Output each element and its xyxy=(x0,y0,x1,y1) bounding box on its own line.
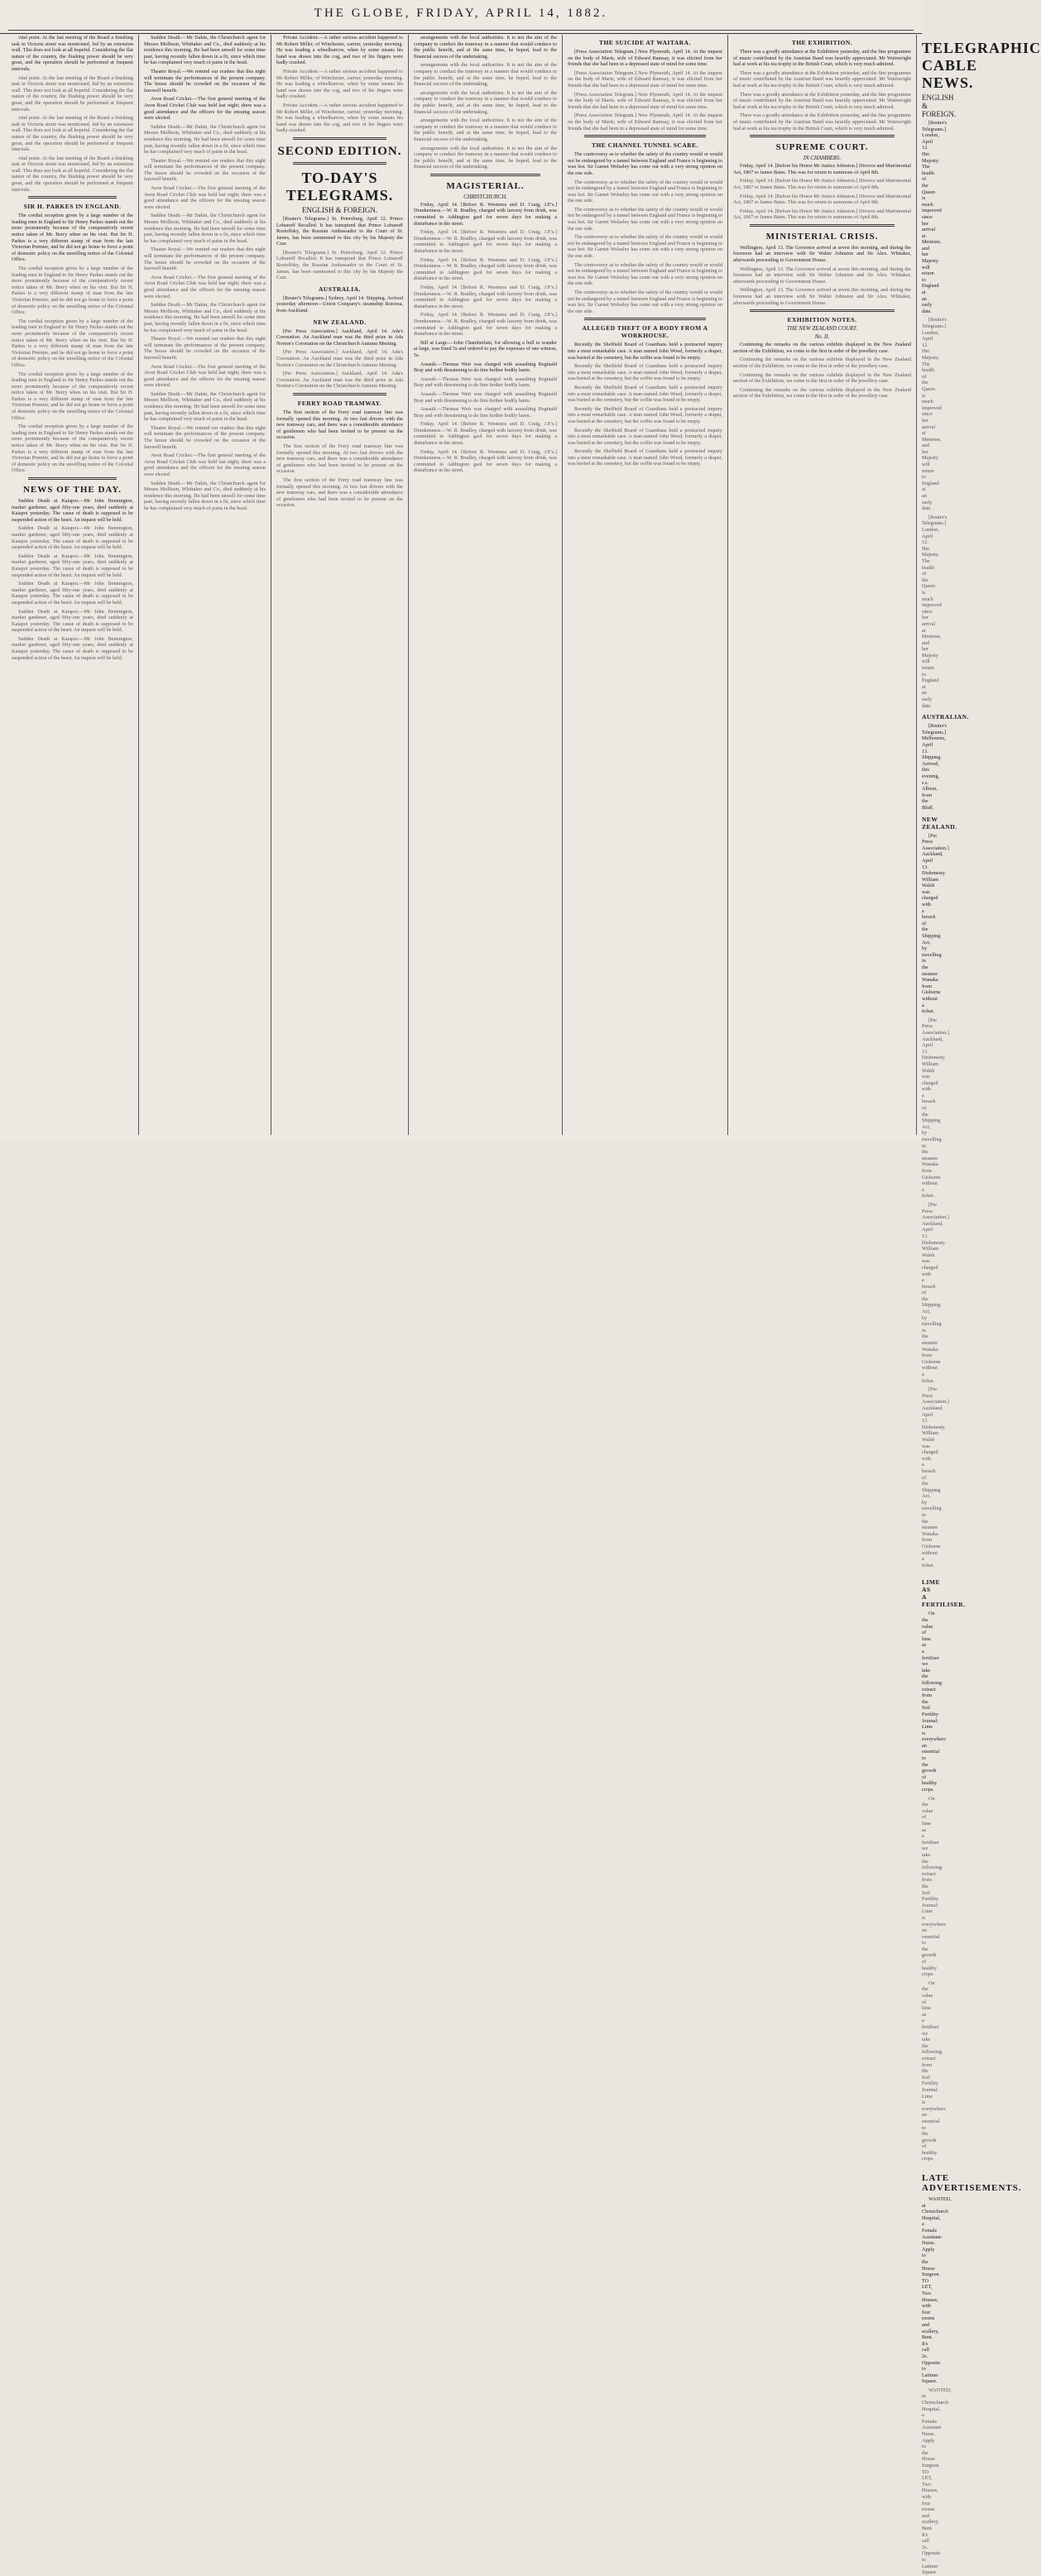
article-paragraph: arrangements with the local authorities. It is not the aim of the company to conduct the tramway in a manner that would conduce to the public benefit, and at the same time, he hoped, lead to the financial success of the undertaking. xyxy=(414,117,557,142)
article-paragraph: Avon Road Cricket.—The first general meeting of the Avon Road Cricket Club was held last night; there was a good attendance and the officers for the ensuing season were elected. xyxy=(144,452,266,477)
article-paragraph: Friday, April 14. [Before his Honor Mr Justice Johnston.] Divorce and Matrimonial Act, 1867 re James Bates. This was for return to summons of April 8th. xyxy=(733,163,911,175)
article-paragraph: Recently the Sheffield Board of Guardians held a protracted inquiry into a most remarkable case. A man named John Wood, formerly a draper, was buried at the cemetery, but the coffin was found to be empty. xyxy=(568,384,722,404)
article-paragraph: Recently the Sheffield Board of Guardians held a protracted inquiry into a most remarkable case. A man named John Wood, formerly a draper, was buried at the cemetery, but the coffin was found to be empty. xyxy=(568,427,722,446)
article-paragraph: Assault.—Thomas Weir was charged with assaulting Reginald Bray and with threatening to do him further bodily harm. xyxy=(414,376,557,389)
article-paragraph: Sudden Death at Kaiapoi.—Mr John Bennington, market gardener, aged fifty-one years, died suddenly at Kaiapoi yesterday. The cause of death is supposed to be suspended action of the heart. An inquest will be held. xyxy=(12,635,133,661)
article-paragraph: Theatre Royal.—We remind our readers that this night will terminate the performances of the present company. The house should be crowded on the occasion of the farewell benefit. xyxy=(144,68,266,93)
column-2 xyxy=(139,35,271,1135)
headline-todays-telegrams: TO-DAY'S TELEGRAMS. xyxy=(285,169,394,203)
headline-channel-tunnel: THE CHANNEL TUNNEL SCARE. xyxy=(591,141,699,150)
article-paragraph: Sudden Death.—Mr Dakin, the Christchurch agent for Messrs Mollison, Whittaker and Co., died suddenly at his residence this morning. He had been unwell for some time past, having recently fallen down in a fit, since which time he has complained very much of pains in the head. xyxy=(144,390,266,423)
article-paragraph: Avon Road Cricket.—The first general meeting of the Avon Road Cricket Club was held last night; there was a good attendance and the officers for the ensuing season were elected. xyxy=(144,96,266,122)
article-paragraph: The controversy as to whether the safety of the country would or would not be endangered by a tunnel between England and France is beginning to wax hot. Sir Garnet Wolseley has come out with a very strong opinion on the one side. xyxy=(568,234,722,260)
article-paragraph: There was a goodly attendance at the Exhibition yesterday, and the fine programme of music contributed by the Austrian Band was heartily appreciated. Mr Wainwright had at work at his tea trophy in the British Court, which is very much admired. xyxy=(733,91,911,110)
article-paragraph: Sudden Death at Kaiapoi.—Mr John Bennington, market gardener, aged fifty-one years, died suddenly at Kaiapoi yesterday. The cause of death is supposed to be suspended action of the heart. An inquest will be held. xyxy=(12,525,133,551)
article-paragraph: [Reuter's Telegrams.] St. Petersburg, April 12. Prince Lobanoff Recalled. It has transpired that Prince Lobanoff Rostoffsky, the Russian Ambassador to the Court of St. James, has been summoned to this city by his Majesty the Czar. xyxy=(276,249,403,281)
article-paragraph: [Per Press Association.] Auckland, April 14. Ada's Coronation. An Auckland man was the third prize in Ada Norton's Coronation on the Christchurch Autumn Meeting. xyxy=(276,349,403,368)
article-paragraph: Continuing the remarks on the various exhibits displayed in the New Zealand section of the Exhibition, we come to the first in order of the jewellery case. xyxy=(733,371,911,385)
article-paragraph: The cordial reception given by a large number of the leading men in England to Sir Henry Parkes stands out the more prominently because of the comparatively recent notice taken of Mr. Berry when on his visit. But Sir H. Parkes is a very different stamp of man from the late Victorian Premier, and he did not go home to force a point of domestic policy on the unwilling notice of the Colonial Office. xyxy=(12,318,133,368)
article-paragraph: Friday, April 14. [Before R. Westenra and D. Craig, J.P.'s.] Drunkenness.—W. R. Bradley, charged with larceny from drink, was committed to Addington gaol for seven days for making a disturbance in the street. xyxy=(414,312,557,338)
article-paragraph: Friday, April 14. [Before R. Westenra and D. Craig, J.P.'s.] Drunkenness.—W. R. Bradley, charged with larceny from drink, was committed to Addington gaol for seven days for making a disturbance in the street. xyxy=(414,421,557,447)
headline-second-edition: SECOND EDITION. xyxy=(277,144,402,158)
article-paragraph: Sudden Death.—Mr Dakin, the Christchurch agent for Messrs Mollison, Whittaker and Co., died suddenly at his residence this morning. He had been unwell for some time past, having recently fallen down in a fit, since which time he has complained very much of pains in the head. xyxy=(144,480,266,511)
column-7: TELEGRAPHIC CABLE NEWS. ENGLISH & FOREIGN. [Reuter's Telegrams.] London, April 12. Her Majesty. The health of the Queen is much improved since her arrival at Mentone, and her Majesty will return to England at an early date. [Reuter's Telegrams.] London, April 12. Her Majesty. The health of the Queen is much improved since her arrival at Mentone, and her Majesty will return to England at an early date. [Reuter's Telegrams.] London, April 12. Her Majesty. The health of the Queen is much improved since her arrival at Mentone, and her Majesty will return to England at an early date. AUSTRALIAN. [Reuter's Telegrams.] Melbourne, April 13. Shipping. Arrived, this evening, s.s. Albion, from the Bluff. NEW ZEALAND. [Per Press Association.] Auckland, April 13. Dishonesty. William Walsh was charged with a breach of the Shipping Act, by travelling in the steamer Wanaka from Gisborne without a ticket. [Per Press Association.] Auckland, April 13. Dishonesty. William Walsh was charged with a breach of the Shipping Act, by travelling in the steamer Wanaka from Gisborne without a ticket. [Per Press Association.] Auckland, April 13. Dishonesty. William Walsh was charged with a breach of the Shipping Act, by travelling in the steamer Wanaka from Gisborne without a ticket. [Per Press Association.] Auckland, April 13. Dishonesty. William Walsh was charged with a breach of the Shipping Act, by travelling in the steamer Wanaka from Gisborne without a ticket. LIME AS A FERTILISER. On the value of lime as a fertiliser we take the following extract from the Soil Fertility Journal: Lime is everywhere an essential to the growth of healthy crops. On the value of lime as a fertiliser we take the following extract from the Soil Fertility Journal: Lime is everywhere an essential to the growth of healthy crops. On the value of lime as a fertiliser we take the following extract from the Soil Fertility Journal: Lime is everywhere an essential to the growth of healthy crops. LATE ADVERTISEMENTS. WANTED, at Christchurch Hospital, a Female Assistant-Nurse. Apply to the House Surgeon. TO LET, Two Houses, with four rooms and scullery, Bent. It's call 2s. Opposite to Latimer Square. WANTED, at Christchurch Hospital, a Female Assistant-Nurse. Apply to the House Surgeon. TO LET, Two Houses, with four rooms and scullery, Bent. It's call 2s. Opposite to Latimer Square. xyxy=(922,40,1041,2576)
article-paragraph: Continuing the remarks on the various exhibits displayed in the New Zealand section of the Exhibition, we come to the first in order of the jewellery case. xyxy=(733,357,911,369)
article-paragraph: [Press Association Telegram.] New Plymouth, April 14. At the inquest on the body of Marie, wife of Edward Ramsay, it was elicited from her friends that she had been in a depressed state of mind for some time. xyxy=(568,91,722,110)
masthead xyxy=(0,0,922,34)
masthead-rule xyxy=(8,30,914,31)
article-paragraph: Sudden Death at Kaiapoi.—Mr John Bennington, market gardener, aged fifty-one years, died suddenly at Kaiapoi yesterday. The cause of death is supposed to be suspended action of the heart. An inquest will be held. xyxy=(12,498,133,523)
subheading-english-foreign: ENGLISH & FOREIGN. xyxy=(301,205,378,214)
article-paragraph: The cordial reception given by a large number of the leading men in England to Sir Henry Parkes stands out the more prominently because of the comparatively recent notice taken of Mr. Berry when on his visit. But Sir H. Parkes is a very different stamp of man from the late Victorian Premier, and he did not go home to force a point of domestic policy on the unwilling notice of the Colonial Office. xyxy=(12,266,133,316)
column-6 xyxy=(728,35,917,1135)
article-paragraph: Bill at Large.—John Chamberlain, for allowing a bull to wander at large, was fined 5s and ordered to pay the expenses of one witness, 5s. xyxy=(414,339,557,358)
article-paragraph: [Reuter's Telegrams.] St. Petersburg, April 12. Prince Lobanoff Recalled. It has transpired that Prince Lobanoff Rostoffsky, the Russian Ambassador to the Court of St. James, has been summoned to this city by his Majesty the Czar. xyxy=(276,215,403,247)
article-paragraph: [Press Association Telegram.] New Plymouth, April 14. At the inquest on the body of Marie, wife of Edward Ramsay, it was elicited from her friends that she had been in a depressed state of mind for some time. xyxy=(568,113,722,132)
article-paragraph: Assault.—Thomas Weir was charged with assaulting Reginald Bray and with threatening to do him further bodily harm. xyxy=(414,406,557,419)
article-paragraph: Wellington, April 13. The Governor arrived at seven this morning, and during the forenoon had an interview with Sir Walter Johnston and Sir Alex. Whitaker, afterwards proceeding to Government House. xyxy=(733,244,911,264)
headline-workhouse: ALLEGED THEFT OF A BODY FROM A WORKHOUSE. xyxy=(582,324,708,340)
divider xyxy=(28,477,117,480)
column-5 xyxy=(563,35,728,1135)
article-paragraph: vital point. At the last meeting of the Board a finishing task in Victoria street was mentioned, fed by an extension wall. This does not look at all hopeful. Considering the flat nature of the country, the flushing power should be very great, and the operation should be performed at frequent intervals. xyxy=(12,35,133,72)
divider xyxy=(293,162,386,165)
article-paragraph: There was a goodly attendance at the Exhibition yesterday, and the fine programme of music contributed by the Austrian Band was heartily appreciated. Mr Wainwright had at work at his tea trophy in the British Court, which is very much admired. xyxy=(733,69,911,89)
divider xyxy=(750,309,895,312)
article-paragraph: Sudden Death.—Mr Dakin, the Christchurch agent for Messrs Mollison, Whittaker and Co., died suddenly at his residence this morning. He had been unwell for some time past, having recently fallen down in a fit, since which time he has complained very much of pains in the head. xyxy=(144,302,266,333)
divider xyxy=(293,393,386,395)
article-paragraph: Sudden Death at Kaiapoi.—Mr John Bennington, market gardener, aged fifty-one years, died suddenly at Kaiapoi yesterday. The cause of death is supposed to be suspended action of the heart. An inquest will be held. xyxy=(12,553,133,578)
headline-news: NEWS OF THE DAY. xyxy=(22,485,122,495)
article-paragraph: [Reuter's Telegrams.] Sydney, April 14. Shipping. Arrived yesterday afternoon—Union Company's steamship Rotorua, from Auckland. xyxy=(276,294,403,314)
article-paragraph: Friday, April 14. [Before his Honor Mr Justice Johnston.] Divorce and Matrimonial Act, 1867 re James Bates. This was for return to summons of April 8th. xyxy=(733,193,911,206)
article-paragraph: Wellington, April 13. The Governor arrived at seven this morning, and during the forenoon had an interview with Sir Walter Johnston and Sir Alex. Whitaker, afterwards proceeding to Government House. xyxy=(733,266,911,285)
article-paragraph: [Per Press Association.] Auckland, April 14. Ada's Coronation. An Auckland man was the third prize in Ada Norton's Coronation on the Christchurch Autumn Meeting. xyxy=(276,371,403,390)
article-paragraph: Assault.—Thomas Weir was charged with assaulting Reginald Bray and with threatening to do him further bodily harm. xyxy=(414,390,557,404)
column-3 xyxy=(271,35,409,1135)
article-paragraph: The first section of the Ferry road tramway line was formally opened this morning. At two fast drivers with the new tramway cars, and there was a considerable attendance of gentlemen who had been invited to be present on the occasion. xyxy=(276,476,403,509)
article-paragraph: Friday, April 14. [Before R. Westenra and D. Craig, J.P.'s.] Drunkenness.—W. R. Bradley, charged with larceny from drink, was committed to Addington gaol for seven days for making a disturbance in the street. xyxy=(414,256,557,282)
divider xyxy=(584,318,706,320)
article-paragraph: There was a goodly attendance at the Exhibition yesterday, and the fine programme of music contributed by the Austrian Band was heartily appreciated. Mr Wainwright had at work at his tea trophy in the British Court, which is very much admired. xyxy=(733,49,911,68)
article-paragraph: Friday, April 14. [Before his Honor Mr Justice Johnston.] Divorce and Matrimonial Act, 1867 re James Bates. This was for return to summons of April 8th. xyxy=(733,178,911,190)
masthead-title: THE GLOBE, FRIDAY, APRIL 14, 1882. xyxy=(314,7,608,20)
headline-magisterial: MAGISTERIAL. xyxy=(446,180,525,191)
article-paragraph: Avon Road Cricket.—The first general meeting of the Avon Road Cricket Club was held last night; there was a good attendance and the officers for the ensuing season were elected. xyxy=(144,185,266,210)
article-paragraph: The controversy as to whether the safety of the country would or would not be endangered by a tunnel between England and France is beginning to wax hot. Sir Garnet Wolseley has come out with a very strong opinion on the one side. xyxy=(568,179,722,204)
divider xyxy=(430,174,540,176)
headline-exhibition: THE EXHIBITION. xyxy=(791,39,853,46)
columns xyxy=(7,35,1041,2576)
article-paragraph: vital point. At the last meeting of the Board a finishing task in Victoria street was mentioned, fed by an extension wall. This does not look at all hopeful. Considering the flat nature of the country, the flushing power should be very great, and the operation should be performed at frequent intervals. xyxy=(12,74,133,113)
headline-ministerial-crisis: MINISTERIAL CRISIS. xyxy=(765,231,879,242)
article-paragraph: Friday, April 14. [Before his Honor Mr Justice Johnston.] Divorce and Matrimonial Act, 1867 re James Bates. This was for return to summons of April 8th. xyxy=(733,208,911,221)
article-paragraph: The controversy as to whether the safety of the country would or would not be endangered by a tunnel between England and France is beginning to wax hot. Sir Garnet Wolseley has come out with a very strong opinion on the one side. xyxy=(568,261,722,287)
article-paragraph: The cordial reception given by a large number of the leading men in England to Sir Henry Parkes stands out the more prominently because of the comparatively recent notice taken of Mr. Berry when on his visit. But Sir H. Parkes is a very different stamp of man from the late Victorian Premier, and he did not go home to force a point of domestic policy on the unwilling notice of the Colonial Office. xyxy=(12,371,133,421)
article-paragraph: Assault.—Thomas Weir was charged with assaulting Reginald Bray and with threatening to do him further bodily harm. xyxy=(414,361,557,374)
article-paragraph: Sudden Death.—Mr Dakin, the Christchurch agent for Messrs Mollison, Whittaker and Co., died suddenly at his residence this morning. He had been unwell for some time past, having recently fallen down in a fit, since which time he has complained very much of pains in the head. xyxy=(144,123,266,156)
divider xyxy=(293,137,386,140)
article-paragraph: Avon Road Cricket.—The first general meeting of the Avon Road Cricket Club was held last night; there was a good attendance and the officers for the ensuing season were elected. xyxy=(144,274,266,299)
article-paragraph: Private Accident.—A rather serious accident happened to Mr Robert Miller, of Winchester, carrier, yesterday morning. He was leading a wheelbarrow, when by some means his hand was drawn into the cog, and two of his fingers were badly crushed. xyxy=(276,35,403,66)
article-paragraph: Sudden Death.—Mr Dakin, the Christchurch agent for Messrs Mollison, Whittaker and Co., died suddenly at his residence this morning. He had been unwell for some time past, having recently fallen down in a fit, since which time he has complained very much of pains in the head. xyxy=(144,213,266,244)
article-paragraph: [Press Association Telegram.] New Plymouth, April 14. At the inquest on the body of Marie, wife of Edward Ramsay, it was elicited from her friends that she had been in a depressed state of mind for some time. xyxy=(568,69,722,89)
subheading-no-ii: No. II. xyxy=(814,334,830,341)
article-paragraph: The controversy as to whether the safety of the country would or would not be endangered by a tunnel between England and France is beginning to wax hot. Sir Garnet Wolseley has come out with a very strong opinion on the one side. xyxy=(568,290,722,314)
article-paragraph: The first section of the Ferry road tramway line was formally opened this morning. At two fast drivers with the new tramway cars, and there was a considerable attendance of gentlemen who had been invited to be present on the occasion. xyxy=(276,409,403,441)
article-paragraph: Recently the Sheffield Board of Guardians held a protracted inquiry into a most remarkable case. A man named John Wood, formerly a draper, was buried at the cemetery, but the coffin was found to be empty. xyxy=(568,448,722,467)
article-paragraph: The first section of the Ferry road tramway line was formally opened this morning. At two fast drivers with the new tramway cars, and there was a considerable attendance of gentlemen who had been invited to be present on the occasion. xyxy=(276,443,403,475)
article-paragraph: Friday, April 14. [Before R. Westenra and D. Craig, J.P.'s.] Drunkenness.—W. R. Bradley, charged with larceny from drink, was committed to Addington gaol for seven days for making a disturbance in the street. xyxy=(414,201,557,227)
headline-suicide: THE SUICIDE AT WAITARA. xyxy=(599,39,691,46)
headline-new-zealand: NEW ZEALAND. xyxy=(313,318,367,326)
headline-parkes: SIR H. PARKES IN ENGLAND. xyxy=(23,203,122,211)
article-paragraph: Theatre Royal.—We remind our readers that this night will terminate the performances of the present company. The house should be crowded on the occasion of the farewell benefit. xyxy=(144,157,266,183)
headline-supreme-court: SUPREME COURT. xyxy=(775,142,869,153)
headline-exhibition-notes: EXHIBITION NOTES. xyxy=(787,316,857,324)
article-paragraph: Sudden Death.—Mr Dakin, the Christchurch agent for Messrs Mollison, Whittaker and Co., died suddenly at his residence this morning. He had been unwell for some time past, having recently fallen down in a fit, since which time he has complained very much of pains in the head. xyxy=(144,35,266,66)
subheading-christchurch: CHRISTCHURCH. xyxy=(463,194,507,200)
article-paragraph: The cordial reception given by a large number of the leading men in England to Sir Henry Parkes stands out the more prominently because of the comparatively recent notice taken of Mr. Berry when on his visit. But Sir H. Parkes is a very different stamp of man from the late Victorian Premier, and he did not go home to force a point of domestic policy on the unwilling notice of the Colonial Office. xyxy=(12,213,133,263)
article-paragraph: The cordial reception given by a large number of the leading men in England to Sir Henry Parkes stands out the more prominently because of the comparatively recent notice taken of Mr. Berry when on his visit. But Sir H. Parkes is a very different stamp of man from the late Victorian Premier, and he did not go home to force a point of domestic policy on the unwilling notice of the Colonial Office. xyxy=(12,424,133,474)
article-paragraph: arrangements with the local authorities. It is not the aim of the company to conduct the tramway in a manner that would conduce to the public benefit, and at the same time, he hoped, lead to the financial success of the undertaking. xyxy=(414,62,557,88)
headline-australia: AUSTRALIA. xyxy=(318,285,362,293)
column-4 xyxy=(409,35,563,1135)
column-1 xyxy=(7,35,139,1135)
article-paragraph: There was a goodly attendance at the Exhibition yesterday, and the fine programme of music contributed by the Austrian Band was heartily appreciated. Mr Wainwright had at work at his tea trophy in the British Court, which is very much admired. xyxy=(733,113,911,132)
article-paragraph: vital point. At the last meeting of the Board a finishing task in Victoria street was mentioned, fed by an extension wall. This does not look at all hopeful. Considering the flat nature of the country, the flushing power should be very great, and the operation should be performed at frequent intervals. xyxy=(12,155,133,193)
article-paragraph: Avon Road Cricket.—The first general meeting of the Avon Road Cricket Club was held last night; there was a good attendance and the officers for the ensuing season were elected. xyxy=(144,363,266,389)
divider xyxy=(750,224,895,227)
divider xyxy=(584,135,706,137)
article-paragraph: The controversy as to whether the safety of the country would or would not be endangered by a tunnel between England and France is beginning to wax hot. Sir Garnet Wolseley has come out with a very strong opinion on the one side. xyxy=(568,206,722,232)
article-paragraph: Friday, April 14. [Before R. Westenra and D. Craig, J.P.'s.] Drunkenness.—W. R. Bradley, charged with larceny from drink, was committed to Addington gaol for seven days for making a disturbance in the street. xyxy=(414,448,557,474)
subheading-chambers: IN CHAMBERS. xyxy=(803,156,842,162)
article-paragraph: Private Accident.—A rather serious accident happened to Mr Robert Miller, of Winchester, carrier, yesterday morning. He was leading a wheelbarrow, when by some means his hand was drawn into the cog, and two of his fingers were badly crushed. xyxy=(276,68,403,100)
article-paragraph: Recently the Sheffield Board of Guardians held a protracted inquiry into a most remarkable case. A man named John Wood, formerly a draper, was buried at the cemetery, but the coffin was found to be empty. xyxy=(568,342,722,361)
article-paragraph: Theatre Royal.—We remind our readers that this night will terminate the performances of the present company. The house should be crowded on the occasion of the farewell benefit. xyxy=(144,424,266,450)
article-paragraph: Recently the Sheffield Board of Guardians held a protracted inquiry into a most remarkable case. A man named John Wood, formerly a draper, was buried at the cemetery, but the coffin was found to be empty. xyxy=(568,405,722,424)
article-paragraph: Private Accident.—A rather serious accident happened to Mr Robert Miller, of Winchester, carrier, yesterday morning. He was leading a wheelbarrow, when by some means his hand was drawn into the cog, and two of his fingers were badly crushed. xyxy=(276,102,403,134)
article-paragraph: Continuing the remarks on the various exhibits displayed in the New Zealand section of the Exhibition, we come to the first in order of the jewellery case. xyxy=(733,386,911,400)
article-paragraph: Wellington, April 13. The Governor arrived at seven this morning, and during the forenoon had an interview with Sir Walter Johnston and Sir Alex. Whitaker, afterwards proceeding to Government House. xyxy=(733,287,911,306)
article-paragraph: Sudden Death at Kaiapoi.—Mr John Bennington, market gardener, aged fifty-one years, died suddenly at Kaiapoi yesterday. The cause of death is supposed to be suspended action of the heart. An inquest will be held. xyxy=(12,608,133,634)
divider xyxy=(28,196,117,199)
article-paragraph: Theatre Royal.—We remind our readers that this night will terminate the performances of the present company. The house should be crowded on the occasion of the farewell benefit. xyxy=(144,336,266,361)
article-paragraph: [Per Press Association.] Auckland, April 14. Ada's Coronation. An Auckland man was the third prize in Ada Norton's Coronation on the Christchurch Autumn Meeting. xyxy=(276,328,403,347)
article-paragraph: Continuing the remarks on the various exhibits displayed in the New Zealand section of the Exhibition, we come to the first in order of the jewellery case. xyxy=(733,342,911,354)
headline-ferry-road: FERRY ROAD TRAMWAY. xyxy=(297,399,382,407)
article-paragraph: arrangements with the local authorities. It is not the aim of the company to conduct the tramway in a manner that would conduce to the public benefit, and at the same time, he hoped, lead to the financial success of the undertaking. xyxy=(414,89,557,115)
article-paragraph: The controversy as to whether the safety of the country would or would not be endangered by a tunnel between England and France is beginning to wax hot. Sir Garnet Wolseley has come out with a very strong opinion on the one side. xyxy=(568,151,722,176)
article-paragraph: [Press Association Telegram.] New Plymouth, April 14. At the inquest on the body of Marie, wife of Edward Ramsay, it was elicited from her friends that she had been in a depressed state of mind for some time. xyxy=(568,49,722,68)
article-paragraph: Friday, April 14. [Before R. Westenra and D. Craig, J.P.'s.] Drunkenness.—W. R. Bradley, charged with larceny from drink, was committed to Addington gaol for seven days for making a disturbance in the street. xyxy=(414,229,557,255)
article-paragraph: Friday, April 14. [Before R. Westenra and D. Craig, J.P.'s.] Drunkenness.—W. R. Bradley, charged with larceny from drink, was committed to Addington gaol for seven days for making a disturbance in the street. xyxy=(414,285,557,309)
divider xyxy=(750,135,895,137)
article-paragraph: Sudden Death at Kaiapoi.—Mr John Bennington, market gardener, aged fifty-one years, died suddenly at Kaiapoi yesterday. The cause of death is supposed to be suspended action of the heart. An inquest will be held. xyxy=(12,581,133,606)
article-paragraph: Theatre Royal.—We remind our readers that this night will terminate the performances of the present company. The house should be crowded on the occasion of the farewell benefit. xyxy=(144,247,266,272)
article-paragraph: Recently the Sheffield Board of Guardians held a protracted inquiry into a most remarkable case. A man named John Wood, formerly a draper, was buried at the cemetery, but the coffin was found to be empty. xyxy=(568,363,722,382)
article-paragraph: arrangements with the local authorities. It is not the aim of the company to conduct the tramway in a manner that would conduce to the public benefit, and at the same time, he hoped, lead to the financial success of the undertaking. xyxy=(414,35,557,60)
article-paragraph: arrangements with the local authorities. It is not the aim of the company to conduct the tramway in a manner that would conduce to the public benefit, and at the same time, he hoped, lead to the financial success of the undertaking. xyxy=(414,145,557,170)
article-paragraph: vital point. At the last meeting of the Board a finishing task in Victoria street was mentioned, fed by an extension wall. This does not look at all hopeful. Considering the flat nature of the country, the flushing power should be very great, and the operation should be performed at frequent intervals. xyxy=(12,115,133,153)
subheading-nz-court: THE NEW ZEALAND COURT. xyxy=(786,326,858,333)
